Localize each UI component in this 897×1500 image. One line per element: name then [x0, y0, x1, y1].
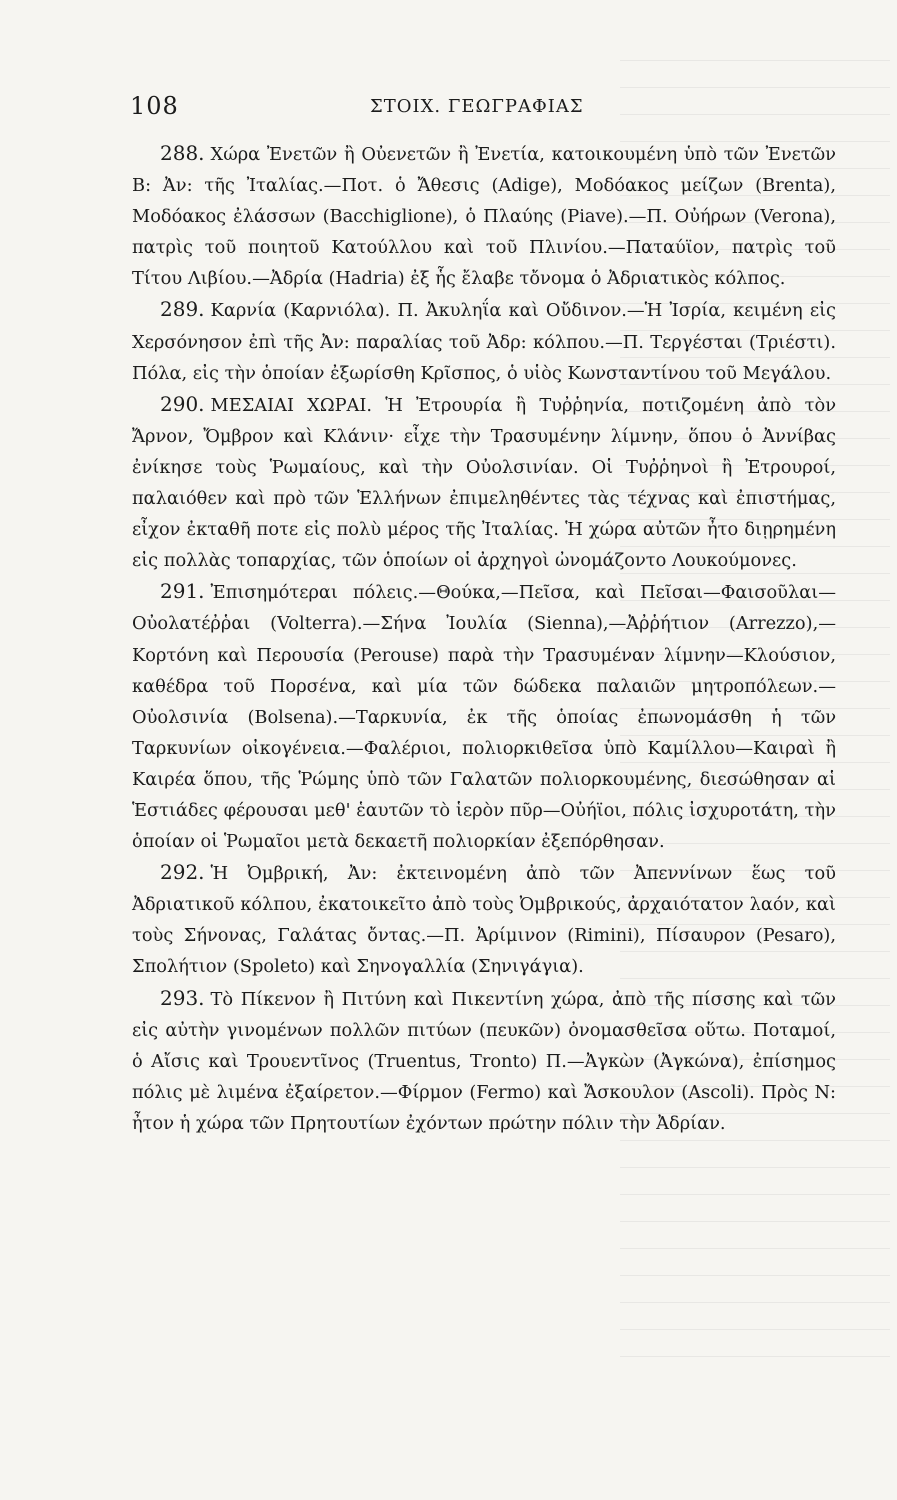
paragraph-number: 288.: [160, 141, 205, 165]
paragraph-text: Ἡ Ὀμβρική, Ἀν: ἐκτεινομένη ἀπὸ τῶν Ἀπεννίνων ἕως τοῦ Ἀδριατικοῦ κόλπου, ἐκατοικεῖτο ἀπὸ τοὺς Ὀμβρικούς, ἀρχαιότατον λαόν, καὶ τοὺς Σήνονας, Γαλάτας ὄντας.—Π. Ἀρίμινον (Rimini), Πίσαυρον (Pesaro), Σπολήτιον (Spoleto) καὶ Σηνογαλλία (Σηνιγάγια).: [132, 863, 836, 978]
paragraph-number: 292.: [160, 860, 205, 885]
paragraph-290: [132, 389, 836, 577]
running-title: ΣΤΟΙΧ. ΓΕΩΓΡΑΦΙΑΣ: [370, 96, 584, 117]
paragraph-text: Ἐπισημότεραι πόλεις.—Θούκα,—Πεῖσα, καὶ Πεῖσαι—Φαισοῦλαι—Οὐολατέῤῥαι (Volterra).—Σήνα Ἰουλία (Sienna),—Ἀῤῥήτιον (Arrezzo),—Κορτόνη καὶ Περουσία (Perouse) παρὰ τὴν Τρασυμέναν λίμνην—Κλούσιον, καθέδρα τοῦ Πορσένα, καὶ μία τῶν δώδεκα παλαιῶν μητροπόλεων.—Οὐολσινία (Bolsena).—Ταρκυνία, ἐκ τῆς ὁποίας ἐπωνομάσθη ἡ τῶν Ταρκυνίων οἰκογένεια.—Φαλέριοι, πολιορκιθεῖσα ὑπὸ Καμίλλου—Καιραὶ ἢ Καιρέα ὅπου, τῆς Ῥώμης ὑπὸ τῶν Γαλατῶν πολιορκουμένης, διεσώθησαν αἱ Ἑστιάδες φέρουσαι μεθ' ἑαυτῶν τὸ ἱερὸν πῦρ—Οὐήϊοι, πόλις ἰσχυροτάτη, τὴν ὁποίαν οἱ Ῥωμαῖοι μετὰ δεκαετῆ πολιορκίαν ἐξεπόρθησαν.: [132, 582, 836, 853]
paragraph-text: Χώρα Ἐνετῶν ἢ Οὐενετῶν ἢ Ἐνετία, κατοικουμένη ὑπὸ τῶν Ἐνετῶν Β: Ἀν: τῆς Ἰταλίας.—Ποτ. ὁ Ἄθεσις (Adige), Μοδόακος μείζων (Brenta), Μοδόακος ἐλάσσων (Bacchiglione), ὁ Πλαύης (Piave).—Π. Οὐήρων (Verona), πατρὶς τοῦ ποιητοῦ Κατούλλου καὶ τοῦ Πλινίου.—Παταύϊον, πατρὶς τοῦ Τίτου Λιβίου.—Ἀδρία (Hadria) ἐξ ἧς ἔλαβε τὄνομα ὁ Ἀδριατικὸς κόλπος.: [132, 144, 836, 290]
page-body: [132, 138, 836, 1139]
paragraph-number: 291.: [160, 579, 205, 604]
paragraph-text: Καρνία (Καρνιόλα). Π. Ἀκυληΐα καὶ Οὔδινον.—Ἡ Ἰσρία, κειμένη εἰς Χερσόνησον ἐπὶ τῆς Ἀν: παραλίας τοῦ Ἀδρ: κόλπου.—Π. Τεργέσται (Τριέστι). Πόλα, εἰς τὴν ὁποίαν ἐξωρίσθη Κρῖσπος, ὁ υἱὸς Κωνσταντίνου τοῦ Μεγάλου.: [132, 300, 836, 384]
page-number: 108: [130, 92, 179, 120]
paragraph-text: ΜΕΣΑΙΑΙ ΧΩΡΑΙ. Ἡ Ἐτρουρία ἢ Τυῤῥηνία, ποτιζομένη ἀπὸ τὸν Ἄρνον, Ὄμβρον καὶ Κλάνιν· εἶχε τὴν Τρασυμένην λίμνην, ὅπου ὁ Ἀννίβας ἐνίκησε τοὺς Ῥωμαίους, καὶ τὴν Οὐολσινίαν. Οἱ Τυῤῥηνοὶ ἢ Ἐτρουροί, παλαιόθεν καὶ πρὸ τῶν Ἑλλήνων ἐπιμεληθέντες τὰς τέχνας καὶ ἐπιστήμας, εἶχον ἐκταθῆ ποτε εἰς πολὺ μέρος τῆς Ἰταλίας. Ἡ χώρα αὐτῶν ἦτο διῃρημένη εἰς πολλὰς τοπαρχίας, τῶν ὁποίων οἱ ἀρχηγοὶ ὠνομάζοντο Λουκούμονες.: [132, 394, 836, 572]
paragraph-292: [132, 857, 836, 982]
page-header: [130, 92, 830, 122]
paragraph-291: [132, 576, 836, 857]
paragraph-289: [132, 294, 836, 388]
paragraph-288: [132, 138, 836, 294]
paragraph-293: [132, 983, 836, 1139]
paragraph-number: 293.: [160, 985, 205, 1010]
paragraph-number: 289.: [160, 297, 205, 322]
paragraph-number: 290.: [160, 391, 205, 416]
paragraph-text: Τὸ Πίκενον ἢ Πιτύνη καὶ Πικεντίνη χώρα, ἀπὸ τῆς πίσσης καὶ τῶν εἰς αὐτὴν γινομένων πολλῶν πιτύων (πευκῶν) ὀνομασθεῖσα οὕτω. Ποταμοί, ὁ Αἴσις καὶ Τρουεντῖνος (Truentus, Tronto) Π.—Ἀγκὼν (Ἀγκώνα), ἐπίσημος πόλις μὲ λιμένα ἐξαίρετον.—Φίρμον (Fermo) καὶ Ἄσκουλον (Ascoli). Πρὸς Ν: ἦτον ἡ χώρα τῶν Πρητουτίων ἐχόντων πρώτην πόλιν τὴν Ἀδρίαν.: [132, 988, 836, 1134]
